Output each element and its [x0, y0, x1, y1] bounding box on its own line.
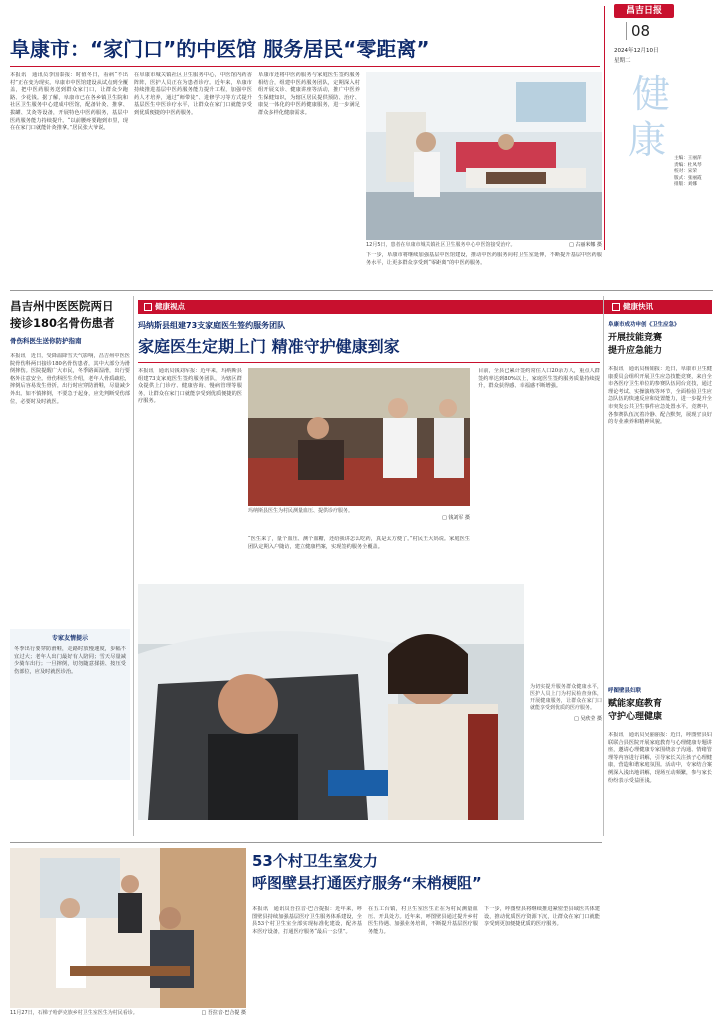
tab-marker-icon — [144, 303, 152, 311]
credit-line: 排版：刘娜 — [674, 182, 697, 187]
top-story-col4: 下一步，阜康市将继续加强基层中医馆建设，推动中医药服务向村卫生室延伸，不断提升基层中医药服务水平，让更多群众享受到“零距离”的中医药服务。 — [366, 252, 602, 266]
brief-kicker: 呼图壁县妇联 — [608, 688, 642, 694]
clinic-photo — [366, 72, 602, 240]
bottom-story-photo — [10, 848, 246, 1008]
middle-story-rule — [138, 362, 600, 363]
bottom-story-col2: 在五工台镇，村卫生室医生正在为村民测量血压、开具处方。近年来，呼图壁县通过提升乡村医生待遇、加强业务培训，不断提升基层医疗服务能力。 — [368, 906, 478, 935]
middle-story-kicker: 玛纳斯县组建73支家庭医生签约服务团队 — [138, 321, 286, 330]
photo-credit: □ 钱刘军 摄 — [442, 515, 470, 521]
left-column-divider — [133, 296, 134, 836]
brand-logo — [614, 4, 674, 18]
brief-body: 本报讯 通讯员杨娟报：近日，阜康市卫生健康委员会组织开展卫生应急技能竞赛，来自全市各医疗卫生单位的参赛队伍同台竞技，通过理论考试、实操演练等环节，全面检验卫生应急队伍的快速反应和处置能力，进一步提升全市突发公共卫生事件应急处置水平。竞赛中，各参赛队伍沉着冷静、配合默契，展现了良好的专业素养和精神风貌。 — [608, 366, 712, 426]
bottom-title-line: 呼图壁县打通医疗服务“末梢梗阻” — [252, 874, 482, 892]
masthead-divider — [604, 6, 605, 250]
expert-tips-body: 冬季出行要穿防滑鞋，走路时放慢速度，步幅不宜过大；老年人出门最好有人陪同；雪天尽量减少骑车出行；一旦摔倒，切勿随意揉搓、按压受伤部位，应及时就医诊治。 — [14, 646, 126, 675]
section-title-2: 康 — [628, 118, 667, 162]
left-story-title — [10, 298, 130, 332]
credit-line: 主编：王丽萍 — [674, 156, 702, 161]
section-title-1: 健 — [632, 72, 671, 116]
brief-kicker: 阜康市成功申创《卫生应急》 — [608, 322, 680, 328]
brief-title-line: 守护心理健康 — [608, 712, 663, 722]
top-story-bottom-rule — [10, 290, 713, 291]
tab-marker-icon — [612, 303, 620, 311]
middle-story-photo — [248, 368, 470, 506]
middle-story-col3: 目前，全县已累计签约常住人口20余万人，重点人群签约率达到80%以上，家庭医生签约服务质量持续提升，群众获得感、幸福感不断增强。 — [478, 368, 600, 390]
middle-story-col2: “医生来了，量个血压、测个血糖，还给我讲怎么吃药，真是太方便了。”村民王大妈说。家庭医生团队定期入户随访，建立健康档案，实现签约服务全覆盖。 — [248, 536, 470, 550]
middle-story-col1: 本报讯 通讯员钱刘军报：近年来，玛纳斯县组建73支家庭医生签约服务团队，为辖区群众提供上门诊疗、健康咨询、慢病管理等服务，让群众在家门口就能享受到优质便捷的医疗服务。 — [138, 368, 242, 405]
caption-text: 12月5日，患者在阜康市城关镇社区卫生服务中心中医馆接受治疗。 — [366, 242, 516, 248]
left-title-line: 接诊180名骨伤患者 — [10, 316, 115, 330]
tab-health-brief — [606, 300, 712, 314]
bottom-story-caption — [10, 1010, 246, 1017]
page-number-text: 08 — [631, 22, 651, 40]
photo-credit: □ 吾拉音·巴合提 摄 — [201, 1010, 246, 1016]
top-story-col1: 本报讯 通讯员李国泰报：时值冬日，看病“不出村”正在变为现实。阜康市中医馆建设从试点到全覆盖，把中医药服务送到群众家门口，让群众少跑路、少花钱。据了解，阜康市已在各乡镇卫生院和社区卫生服务中心建成中医馆，配备针灸、推拿、拔罐、艾灸等设备，开展特色中医药服务，基层中医药服务能力持续提升。“以前腰疼要跑到市里，现在在家门口就能针灸推拿。”居民张大爷说。 — [10, 72, 128, 132]
expert-tips-title: 专家友情提示 — [51, 635, 88, 642]
credit-line: 责编：杜凤琴 — [674, 162, 702, 168]
left-story — [10, 298, 130, 858]
doctor-visit-photo — [138, 584, 524, 820]
date: 2024年12月10日 — [614, 48, 659, 54]
tab-health-focus-label: 健康视点 — [155, 302, 185, 311]
weekday: 星期二 — [614, 58, 631, 64]
brief-title-line: 开展技能竞赛 — [608, 333, 663, 343]
top-story-col2: 在阜康市城关镇社区卫生服务中心，中医馆内药香阵阵，医护人员正在为患者诊疗。近年来，阜康市持续推进基层中医药服务能力提升工程，加强中医药人才培养，通过“师带徒”、进修学习等方式提升基层医生中医诊疗水平，让群众在家门口就能享受到优质便捷的中医药服务。 — [134, 72, 252, 116]
credit-line: 版式：张丽霞 — [674, 175, 702, 181]
brief-body: 本报讯 通讯员吴丽丽报：近日，呼图壁县妇联联合县医院开展家庭教育与心理健康专题讲座，邀请心理健康专家围绕亲子沟通、情绪管理等内容进行讲解，引导家长关注孩子心理健康，营造和谐家庭氛围。活动中，专家结合案例深入浅出地讲解，现场互动频繁，参与家长纷纷表示受益匪浅。 — [608, 732, 712, 784]
right-brief-2 — [608, 686, 712, 1016]
right-brief-1 — [608, 320, 712, 680]
tab-health-focus — [138, 300, 606, 314]
tab-health-brief-label: 健康快讯 — [623, 302, 653, 311]
top-story-photo — [366, 72, 602, 240]
top-story-col3: 阜康市还将中医药服务与家庭医生签约服务相结合，组建中医药服务团队，定期深入村组开展义诊、健康讲座等活动，推广中医养生保健知识，为辖区居民提供预防、治疗、康复一体化的中医药健康服务，进一步满足群众多样化健康需求。 — [258, 72, 360, 116]
page-number — [626, 22, 650, 40]
editor-credits — [674, 156, 702, 189]
middle-story-caption — [248, 508, 470, 522]
bottom-story-top-rule — [10, 842, 602, 843]
caption-text: 玛纳斯县医生为村民测量血压、提供诊疗服务。 — [248, 508, 354, 514]
big-photo — [138, 584, 524, 820]
brand-text: 昌吉日报 — [625, 6, 662, 16]
bottom-story-col3: 下一步，呼图壁县将继续推进紧密型县域医共体建设，推动优质医疗资源下沉，让群众在家门口就能享受到更加便捷优质的医疗服务。 — [484, 906, 600, 928]
caption-text: 11月27日，石梯子哈萨克族乡村卫生室医生为村民看诊。 — [10, 1010, 138, 1016]
left-title-line: 昌吉州中医医院两日 — [10, 299, 114, 313]
bottom-title-line: 53个村卫生室发力 — [252, 852, 378, 870]
village-clinic-photo — [10, 848, 246, 1008]
bottom-story-title — [252, 850, 602, 894]
bottom-story-col1: 本报讯 通讯员吾拉音·巴合提报：近年来，呼图壁县持续加强基层医疗卫生服务体系建设，全县53个村卫生室全部实现标准化建设，配齐基本医疗设备，打通医疗服务“最后一公里”。 — [252, 906, 362, 935]
brief-title — [608, 332, 712, 358]
brief-title — [608, 698, 712, 724]
brief-title-line: 提升应急能力 — [608, 346, 663, 356]
right-column-divider — [603, 296, 604, 836]
brief-title-line: 赋能家庭教育 — [608, 699, 663, 709]
middle-story-title: 家庭医生定期上门 精准守护健康到家 — [138, 337, 400, 356]
top-story-title: 阜康市：“家门口”的中医馆 服务居民“零距离” — [10, 37, 430, 61]
left-story-subtitle: 骨伤科医生送你防护指南 — [10, 337, 82, 345]
big-photo-caption — [530, 684, 602, 723]
photo-credit: □ 吴欣莹 摄 — [574, 716, 602, 722]
caption-text: 为切实提升服务群众健康水平，医护人员上门为村民检查身体，开展健康服务，让群众在家门口就能享受到优质的医疗服务。 — [530, 684, 602, 711]
masthead — [608, 4, 714, 204]
expert-tips-box — [10, 629, 130, 780]
family-doctor-photo — [248, 368, 470, 506]
photo-credit: □ 古丽米娜 摄 — [569, 242, 602, 248]
left-story-body: 本报讯 近日，受降温降雪天气影响，昌吉州中医医院骨伤科两日接诊180名骨伤患者，其中大部分为滑倒摔伤。医院提醒广大市民，冬季路面湿滑，出行要格外注意安全。骨伤科医生介绍，老年人骨质疏松，摔倒后容易发生骨折，出行时应穿防滑鞋，尽量减少外出。如不慎摔倒，不要急于起身，应先判断受伤部位，必要时及时就医。 — [10, 353, 130, 405]
top-story-caption — [366, 242, 602, 249]
top-story-rule — [10, 66, 600, 67]
credit-line: 校对：宋荣 — [674, 169, 697, 174]
